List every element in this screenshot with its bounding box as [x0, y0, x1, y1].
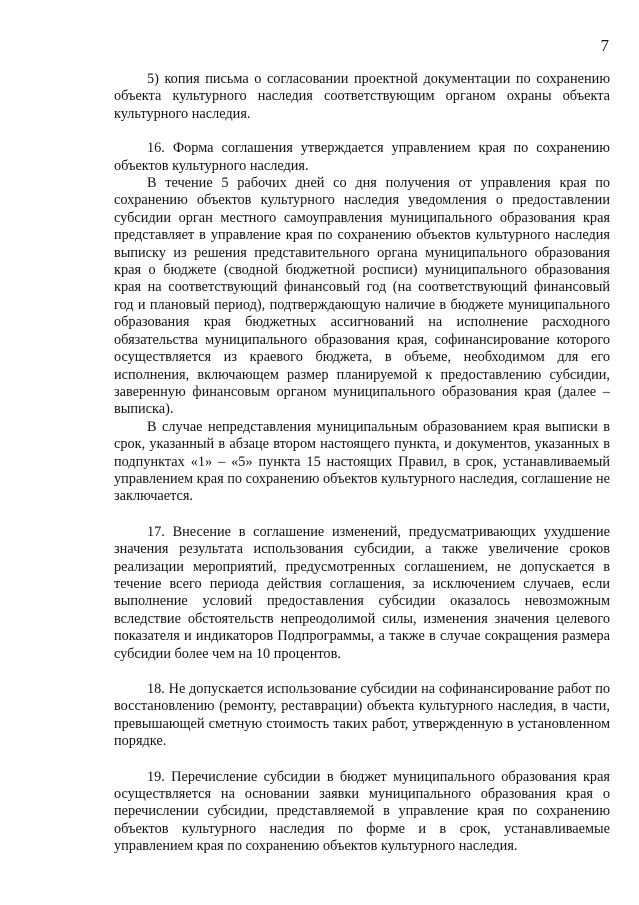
- page-number: 7: [600, 36, 609, 55]
- paragraph-clause-18: 18. Не допускается использование субсидии на софинансирование работ по восстановлению (ремонту, реставрации) объекта культурного наследия, в части, превышающей сметную стоимость таких работ, утвержденную в установленном порядке.: [114, 681, 610, 750]
- paragraph-clause-17: 17. Внесение в соглашение изменений, предусматривающих ухудшение значения результата использования субсидии, а также увеличение сроков реализации мероприятий, предусмотренных соглашением, не допускается в течение всего периода действия соглашения, за исключением случаев, если выполнение условий предоставления субсидии оказалось невозможным вследствие обстоятельств непреодолимой силы, изменения значения целевого показателя и индикаторов Подпрограммы, а также в случае сокращения размера субсидии более чем на 10 процентов.: [114, 523, 610, 662]
- document-body: [114, 71, 610, 856]
- paragraph-clause-19: 19. Перечисление субсидии в бюджет муниципального образования края осуществляется на основании заявки муниципального образования края о перечислении субсидии, представляемой в управление края по сохранению объектов культурного наследия по форме и в срок, устанавливаемые управлением края по сохранению объектов культурного наследия.: [114, 768, 610, 855]
- paragraph-clause-16-non-submission: В случае непредставления муниципальным образованием края выписки в срок, указанный в абзаце втором настоящего пункта, и документов, указанных в подпунктах «1» – «5» пункта 15 настоящих Правил, в срок, устанавливаемый управлением края по сохранению объектов культурного наследия, соглашение не заключается.: [114, 418, 610, 505]
- paragraph-clause-16: 16. Форма соглашения утверждается управлением края по сохранению объектов культурного наследия.: [114, 140, 610, 174]
- paragraph-item-5: 5) копия письма о согласовании проектной документации по сохранению объекта культурного наследия соответствующим органом охраны объекта культурного наследия.: [114, 71, 610, 122]
- paragraph-clause-16-deadline: В течение 5 рабочих дней со дня получения от управления края по сохранению объектов культурного наследия уведомления о предоставлении субсидии орган местного самоуправления муниципального образования края представляет в управление края по сохранению объектов культурного наследия выписку из решения представительного органа муниципального образования края о бюджете (сводной бюджетной росписи) муниципального образования края на соответствующий финансовый год (на соответствующий финансовый год и плановый период), подтверждающую наличие в бюджете муниципального образования края бюджетных ассигнований на исполнение расходного обязательства муниципального образования края, софинансирование которого осуществляется из краевого бюджета, в объеме, необходимом для его исполнения, включающем размер планируемой к предоставлению субсидии, заверенную финансовым органом муниципального образования края (далее – выписка).: [114, 175, 610, 418]
